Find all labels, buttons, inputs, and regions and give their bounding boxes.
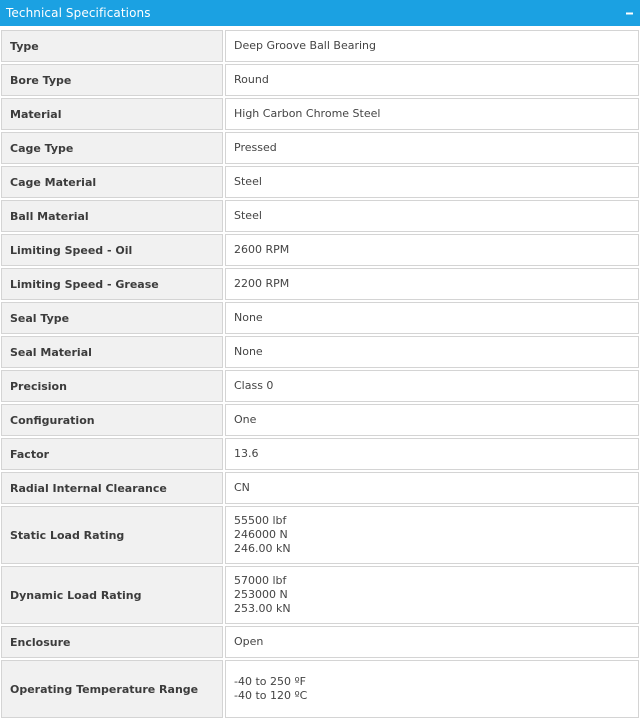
spec-label: Configuration: [1, 404, 223, 436]
spec-value: [225, 404, 639, 436]
spec-row: [1, 370, 639, 402]
collapse-icon[interactable]: [624, 8, 634, 18]
spec-label: Cage Type: [1, 132, 223, 164]
spec-value-line: Open: [234, 635, 264, 648]
spec-value: [225, 506, 639, 564]
spec-value: [225, 370, 639, 402]
spec-row: [1, 166, 639, 198]
spec-value-line: CN: [234, 481, 250, 494]
spec-value-line: -40 to 250 ºF: [234, 675, 307, 688]
spec-row: [1, 30, 639, 62]
spec-value-line: None: [234, 311, 263, 324]
spec-value: [225, 166, 639, 198]
spec-value-line: 253000 N: [234, 588, 288, 601]
spec-label: Precision: [1, 370, 223, 402]
spec-label: Dynamic Load Rating: [1, 566, 223, 624]
spec-label: Limiting Speed - Grease: [1, 268, 223, 300]
spec-label: Type: [1, 30, 223, 62]
spec-label: Limiting Speed - Oil: [1, 234, 223, 266]
spec-value-line: Round: [234, 73, 269, 86]
spec-label: Radial Internal Clearance: [1, 472, 223, 504]
spec-value: [225, 200, 639, 232]
spec-label: Factor: [1, 438, 223, 470]
spec-value-line: Steel: [234, 175, 262, 188]
spec-label: Enclosure: [1, 626, 223, 658]
spec-row: [1, 268, 639, 300]
spec-row: [1, 626, 639, 658]
specs-table: [0, 28, 641, 720]
spec-value-line: 246000 N: [234, 528, 288, 541]
spec-label: Seal Material: [1, 336, 223, 368]
spec-row: [1, 200, 639, 232]
spec-value-line: -40 to 120 ºC: [234, 689, 308, 702]
spec-row: [1, 404, 639, 436]
spec-value-line: One: [234, 413, 257, 426]
spec-value: [225, 626, 639, 658]
spec-value: [225, 336, 639, 368]
spec-label: Static Load Rating: [1, 506, 223, 564]
spec-value: [225, 132, 639, 164]
spec-value: [225, 472, 639, 504]
spec-value-line: 2200 RPM: [234, 277, 290, 290]
spec-row: [1, 302, 639, 334]
spec-row: [1, 438, 639, 470]
spec-value: [225, 438, 639, 470]
spec-value-line: None: [234, 345, 263, 358]
spec-value: [225, 268, 639, 300]
spec-row: [1, 472, 639, 504]
spec-label: Bore Type: [1, 64, 223, 96]
spec-label: Material: [1, 98, 223, 130]
spec-label: Cage Material: [1, 166, 223, 198]
spec-value: [225, 64, 639, 96]
spec-row: [1, 132, 639, 164]
spec-value: [225, 660, 639, 718]
spec-value-line: Pressed: [234, 141, 277, 154]
spec-row: [1, 98, 639, 130]
spec-label: Ball Material: [1, 200, 223, 232]
spec-value: [225, 302, 639, 334]
spec-label: Operating Temperature Range: [1, 660, 223, 718]
spec-value-line: 246.00 kN: [234, 542, 291, 555]
spec-value-line: 55500 lbf: [234, 514, 287, 527]
panel-title: Technical Specifications: [6, 6, 151, 20]
spec-value-line: Class 0: [234, 379, 274, 392]
spec-row: [1, 566, 639, 624]
spec-row: [1, 660, 639, 718]
spec-value-line: 253.00 kN: [234, 602, 291, 615]
spec-value: [225, 566, 639, 624]
spec-value-line: 13.6: [234, 447, 259, 460]
tech-specs-header[interactable]: [0, 0, 640, 26]
spec-label: Seal Type: [1, 302, 223, 334]
spec-row: [1, 336, 639, 368]
spec-value-line: High Carbon Chrome Steel: [234, 107, 381, 120]
spec-value-line: 57000 lbf: [234, 574, 287, 587]
spec-value-line: Steel: [234, 209, 262, 222]
spec-row: [1, 64, 639, 96]
spec-value: [225, 98, 639, 130]
spec-value: [225, 234, 639, 266]
spec-value-line: Deep Groove Ball Bearing: [234, 39, 377, 52]
spec-value-line: 2600 RPM: [234, 243, 290, 256]
spec-row: [1, 506, 639, 564]
spec-row: [1, 234, 639, 266]
spec-value: [225, 30, 639, 62]
